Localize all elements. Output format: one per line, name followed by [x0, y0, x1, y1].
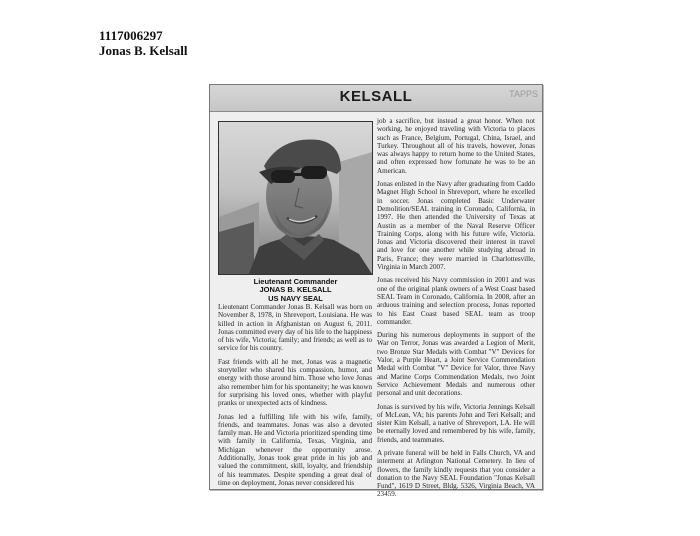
paragraph: Jonas led a fulfilling life with his wife, family, friends, and teammates. Jonas was also a devoted family man. He and Victoria prioritized spending time with family in California, Texas, Virginia, and Michigan whenever the opportunity arose. Additionally, Jonas took great pride in his job and valued the commitment, skill, loyalty, and friendship of his teammates. Despite spending a great deal of time on deployment, Jonas never considered his [218, 412, 372, 487]
record-id: 1117006297 [99, 28, 163, 43]
portrait-photo [218, 121, 373, 275]
banner-title: KELSALL [339, 88, 413, 105]
portrait-illustration [219, 122, 372, 274]
rank-line: Lieutenant Commander [253, 277, 338, 286]
photo-caption [218, 278, 373, 303]
paragraph: job a sacrifice, but instead a great honor. When not working, he enjoyed traveling with Victoria to places such as France, Belgium, Portugal, China, Israel, and Turkey. Throughout all of his travels, however, Jonas was always happy to return home to the United States, and often expressed how fortunate he was to be an American. [377, 117, 535, 175]
paragraph: Lieutenant Commander Jonas B. Kelsall was born on November 8, 1978, in Shreveport, Louisiana. He was killed in action in Afghanistan on August 6, 2011. Jonas committed every day of his life to the happiness of his wife, Victoria; family; and friends; as well as to service for his country. [218, 303, 372, 353]
clipping-banner [210, 85, 542, 112]
paragraph: Jonas is survived by his wife, Victoria Jennings Kelsall of McLean, VA; his parents John and Teri Kelsall; and sister Kim Kelsall, a native of Shreveport, LA. He will be eternally loved and remembered by his wife, family, friends, and teammates. [377, 402, 535, 444]
paragraph: During his numerous deployments in support of the War on Terror, Jonas was awarded a Legion of Merit, two Bronze Star Medals with Combat "V" Devices for Valor, a Purple Heart, a Joint Service Commendation Medal with Combat "V" Device for Valor, three Navy and Marine Corps Commendation Medals, two Joint Service Achievement Medals and numerous other personal and unit decorations. [377, 331, 535, 398]
name-line: JONAS B. KELSALL [259, 285, 332, 295]
paragraph: Fast friends with all he met, Jonas was a magnetic storyteller who shared his compassion, humor, and energy with those around him. Those who love Jonas also remember him for his spontaneity; he was known for surprising his loved ones, whether with playful pranks or unexpected acts of kindness. [218, 357, 372, 408]
banner-corner-text: TAPPS [509, 89, 538, 99]
unit-line: US NAVY SEAL [268, 293, 323, 303]
right-column [377, 117, 535, 504]
paragraph: Jonas received his Navy commission in 2001 and was one of the original plank owners of a West Coast based SEAL Team in Coronado, California. In 2008, after an arduous training and selection process, Jonas reported to his East Coast based SEAL team as troop commander. [377, 276, 535, 326]
left-column [218, 303, 372, 492]
newspaper-clipping [209, 84, 543, 499]
paragraph: Jonas enlisted in the Navy after graduating from Caddo Magnet High School in Shreveport, where he excelled in soccer. Jonas completed Basic Underwater Demolition/SEAL training in Coronado, California, in 1997. He then attended the University of Texas at Austin as a member of the Naval Reserve Officer Training Corps, along with his future wife, Victoria. Jonas and Victoria discovered their interest in travel and love for one another while studying abroad in Paris, France; they were married in Charlottesville, Virginia in March 2007. [377, 180, 535, 272]
document-caption [99, 28, 188, 58]
paragraph: A private funeral will be held in Falls Church, VA and interment at Arlington National Cemetery. In lieu of flowers, the family kindly requests that you consider a donation to the Navy SEAL Foundation "Jonas Kelsall Fund", 1619 D Street, Bldg. 5326, Virginia Beach, VA 23459. [377, 448, 535, 499]
caption-name: Jonas B. Kelsall [99, 43, 188, 58]
